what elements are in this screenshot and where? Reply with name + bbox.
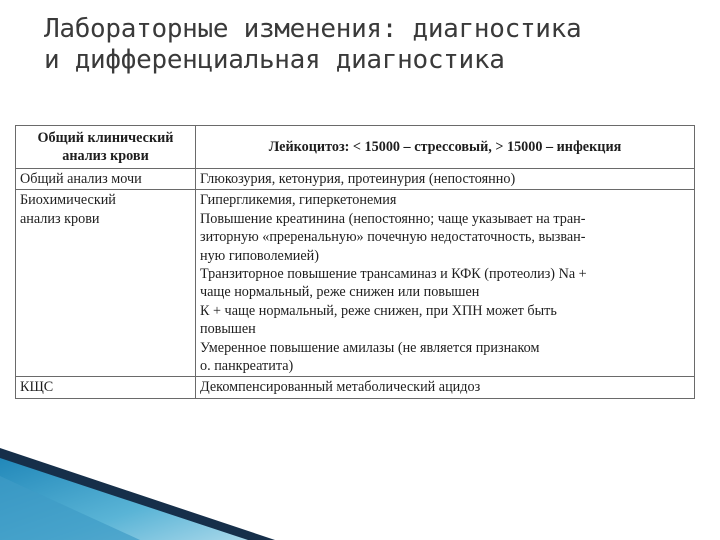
finding-line: о. панкреатита) (200, 358, 294, 375)
lab-changes-table (15, 125, 695, 399)
row-label (16, 190, 196, 377)
finding-line: Глюкозурия, кетонурия, протеинурия (непостоянно) (200, 171, 516, 187)
finding-line: Транзиторное повышение трансаминаз и КФК (протеолиз) Na + (200, 266, 587, 283)
row-label (16, 169, 196, 190)
table-row (16, 377, 695, 398)
header-cell-test (16, 126, 196, 169)
header-test-line: Общий клинический (37, 129, 174, 146)
finding-line: Гипергликемия, гиперкетонемия (200, 192, 397, 209)
row-findings (196, 190, 695, 377)
finding-line: повышен (200, 321, 256, 338)
header-test-line: анализ крови (62, 148, 149, 164)
table-row (16, 169, 695, 190)
finding-line: зиторную «преренальную» почечную недостаточность, вызван- (200, 229, 586, 246)
table-header-row (16, 126, 695, 169)
finding-line: Повышение креатинина (непостоянно; чаще указывает на тран- (200, 210, 586, 227)
finding-line: К + чаще нормальный, реже снижен, при ХПН может быть (200, 302, 557, 319)
row-label-line: Общий анализ мочи (20, 171, 142, 187)
header-cell-leukocytosis: Лейкоцитоз: < 15000 – стрессовый, > 15000 – инфекция (196, 126, 695, 169)
decorative-corner-swoosh (0, 440, 720, 540)
finding-line: чаще нормальный, реже снижен или повышен (200, 284, 480, 301)
table-row (16, 190, 695, 377)
row-findings (196, 169, 695, 190)
row-label (16, 377, 196, 398)
row-findings (196, 377, 695, 398)
finding-line: Умеренное повышение амилазы (не является признаком (200, 339, 540, 356)
row-label-line: Биохимический (20, 192, 116, 209)
slide-title-line-1: Лабораторные изменения: диагностика (44, 14, 582, 44)
row-label-line: КЩС (20, 379, 54, 396)
slide-title-line-2: и дифференциальная диагностика (44, 45, 505, 75)
finding-line: ную гиповолемией) (200, 247, 320, 264)
row-label-line: анализ крови (20, 210, 100, 227)
slide-title (44, 14, 684, 76)
finding-line: Декомпенсированный метаболический ацидоз (200, 379, 481, 396)
